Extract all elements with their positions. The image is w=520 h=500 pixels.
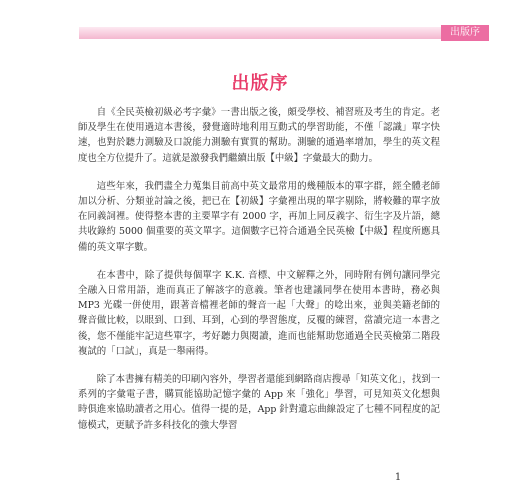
paragraph: 在本書中，除了提供每個單字 K.K. 音標、中文解釋之外，同時附有例句讓同學完全融入日常用語，進而真正了解該字的意義。筆者也建議同學在使用本書時，務必與 MP3 光碟一併使用，跟著音檔裡老師的聲音一起「大聲」的唸出來，並與美籍老師的聲音做比較，以眼到、口到、耳到，心到的學習態度，反覆的練習，當讀完這一本書之後，您不僅能牢記這些單字，考好聽力與閱讀，進而也能幫助您通過全民英檢第二階段複試的「口試」，真是一舉兩得。	[78, 269, 440, 357]
paragraph: 這些年來，我們盡全力蒐集目前高中英文最常用的幾種版本的單字群，經全體老師加以分析、分類並討論之後，把已在【初級】字彙裡出現的單字剔除，將較難的單字放在同義詞裡。使得整本書的主要單字有 2000 字，再加上同反義字、衍生字及片語，總共收錄約 5000 個重要的英文單字。這個數字已符合通過全民英檢【中級】程度所應具備的英文單字數。	[78, 180, 440, 253]
section-label: 出版序	[441, 25, 489, 41]
header-band	[79, 27, 441, 39]
body-text	[78, 105, 440, 446]
paragraph: 自《全民英檢初級必考字彙》一書出版之後，頗受學校、補習班及考生的肯定。老師及學生在使用過這本書後，發覺適時地利用互動式的學習助能，不僅「認識」單字快速，也對於聽力測驗及口說能力測驗有實質的幫助。測驗的通過率增加，學生的英文程度也全方位提升了。這就是激發我們繼續出版【中級】字彙最大的動力。	[78, 107, 440, 164]
paragraph: 除了本書擁有精美的印刷內容外，學習者還能到網路商店搜尋「知英文化」，找到一系列的字彙電子書，購買能協助記憶字彙的 App 來「強化」學習，可見知英文化想與時俱進來協助讀者之用心。值得一提的是，App 針對遺忘曲線設定了七種不同程度的記憶模式，更賦予許多科技化的強大學習	[78, 374, 440, 431]
page-title: 出版序	[231, 73, 289, 94]
page-number: 1	[394, 472, 402, 483]
